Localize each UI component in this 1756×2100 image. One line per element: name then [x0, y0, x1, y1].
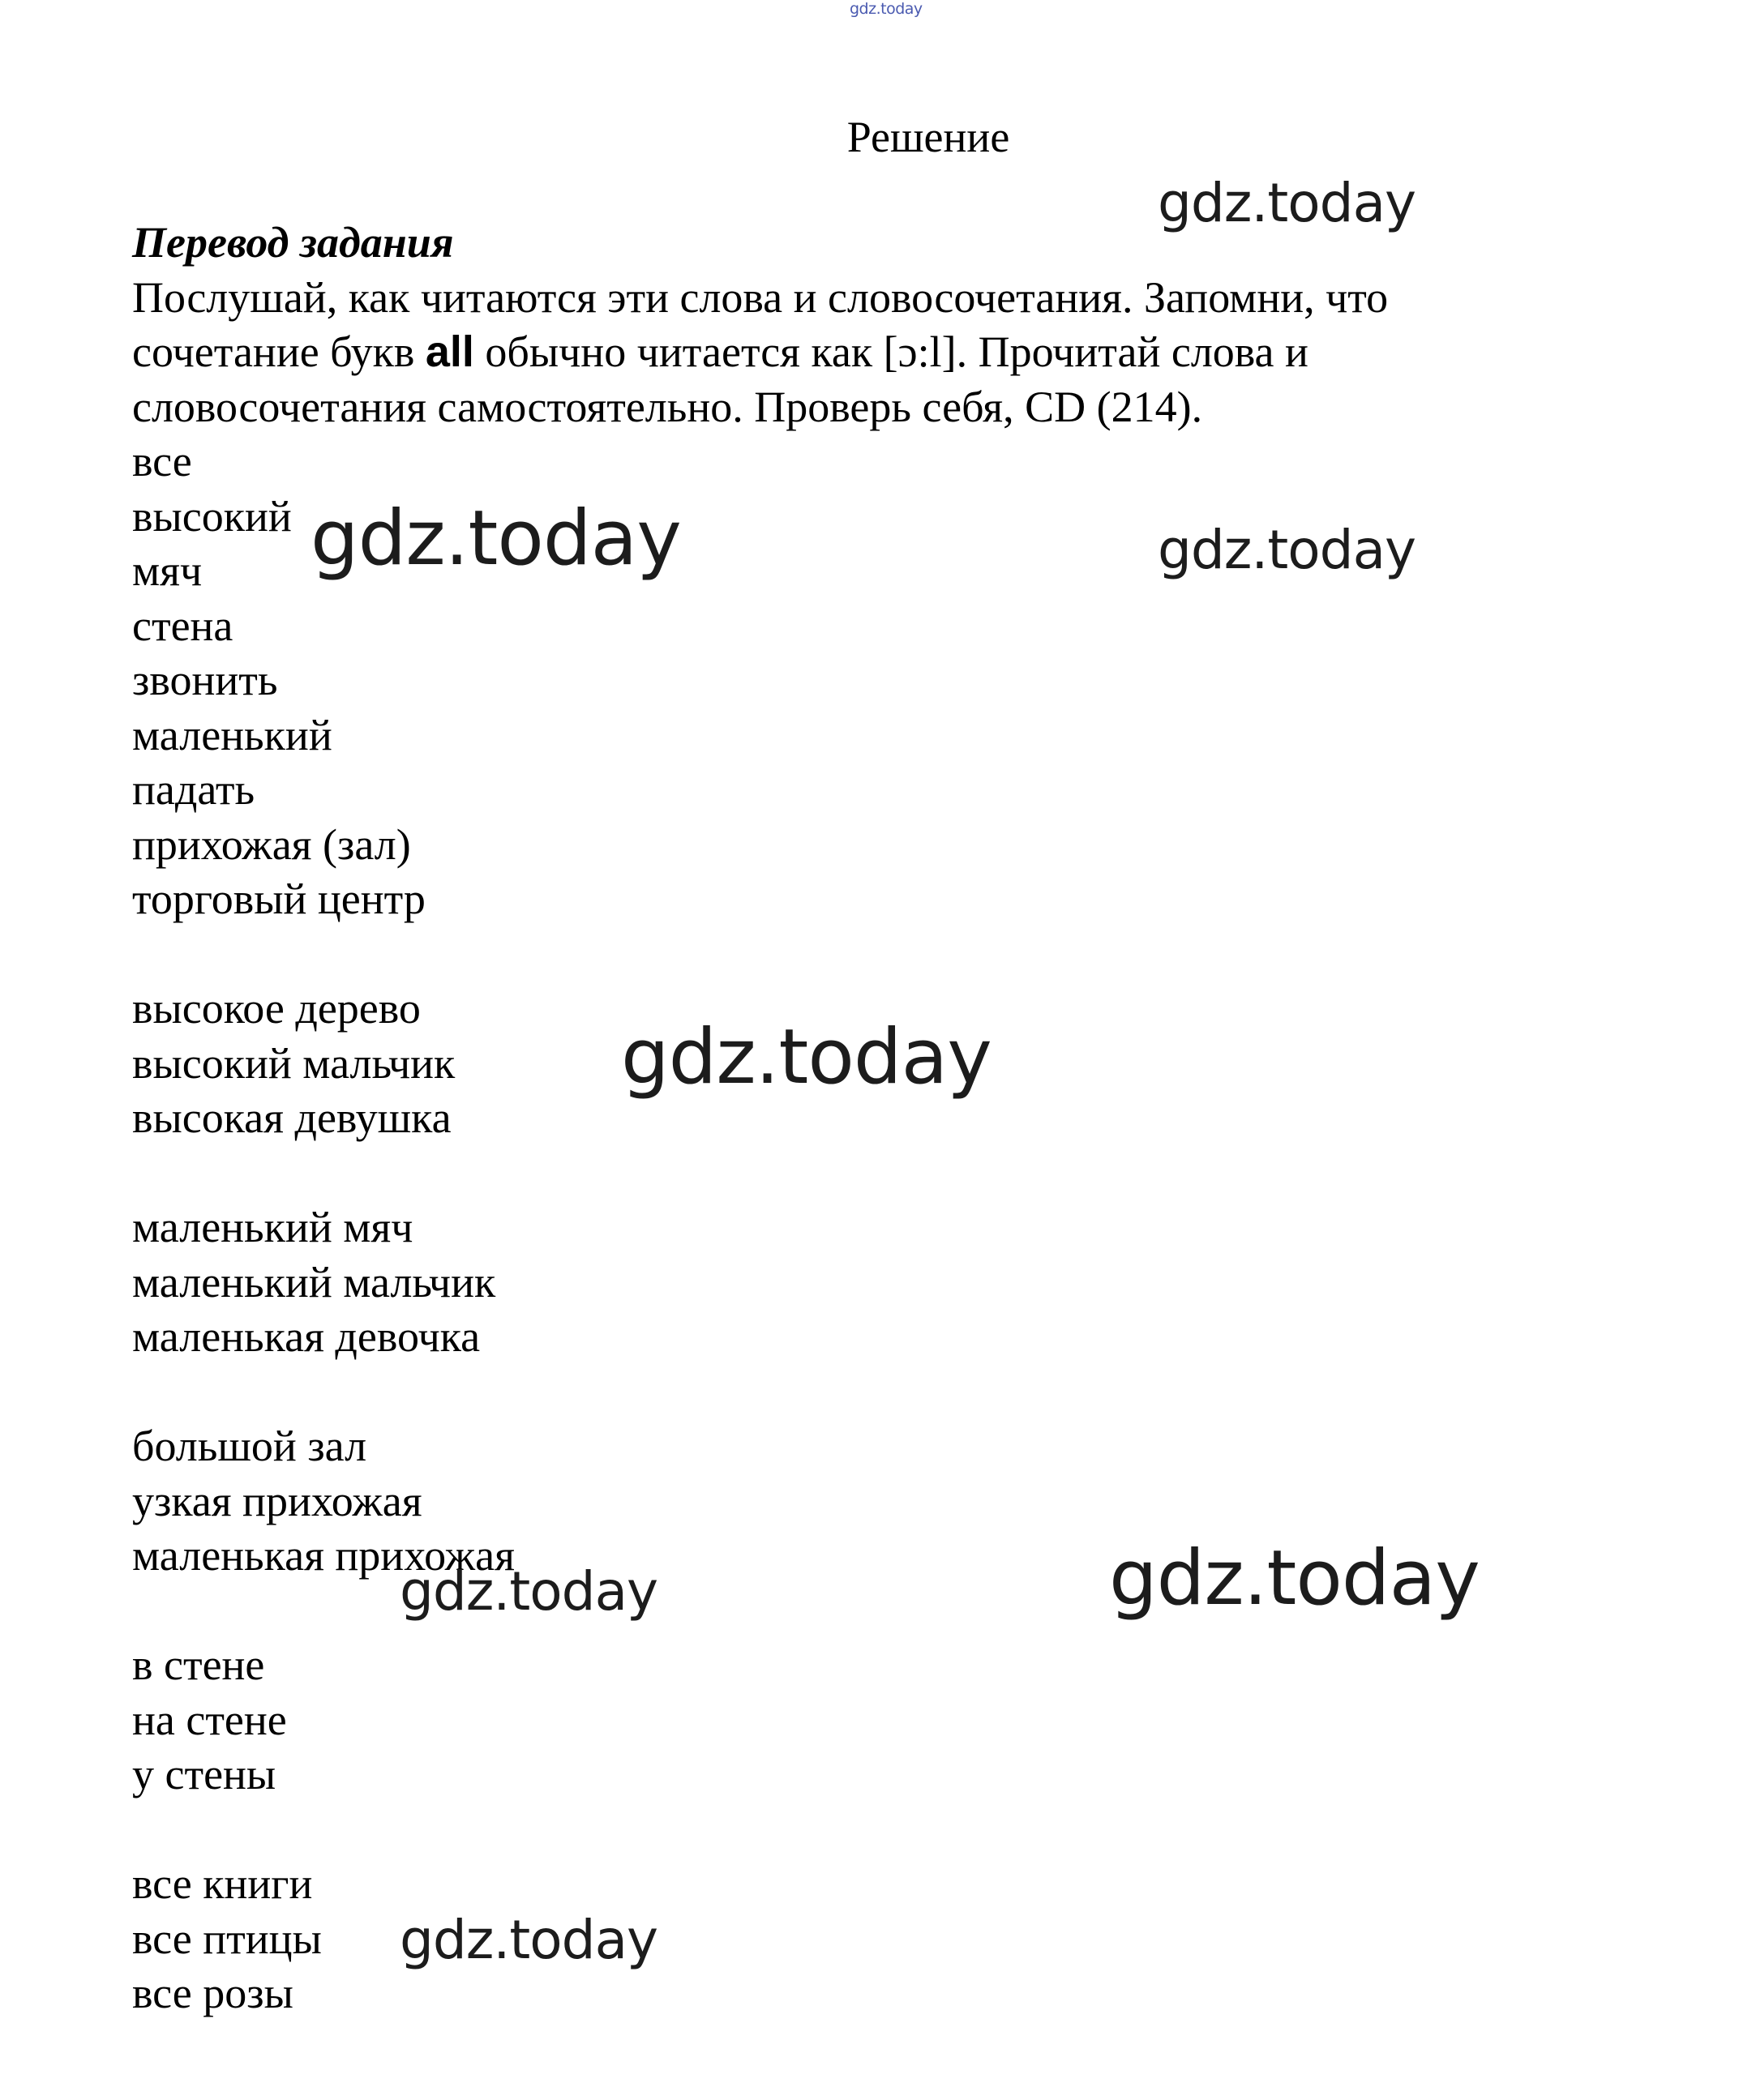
phrase-item: узкая прихожая [132, 1476, 422, 1525]
phrase-item: у стены [132, 1750, 276, 1798]
instruction-bold-letters: all [425, 327, 474, 376]
watermark: gdz.today [1158, 519, 1416, 581]
spacer [132, 1365, 1559, 1420]
watermark: gdz.today [621, 1013, 991, 1101]
word-item: торговый центр [132, 875, 426, 923]
spacer [132, 1803, 1559, 1858]
instruction-text-rest: обычно читается как [ɔ:l]. Прочитай слова и словосочетания самостоятельно. Проверь себя, CD (214). [132, 327, 1308, 431]
phrase-item: все книги [132, 1859, 313, 1908]
phrase-item: все птицы [132, 1914, 322, 1963]
word-item: стена [132, 601, 233, 650]
phrase-item: все розы [132, 1969, 293, 2017]
watermark: gdz.today [1158, 172, 1416, 234]
watermark: gdz.today [400, 1560, 658, 1623]
header-watermark: gdz.today [850, 0, 923, 18]
phrase-item: маленький мяч [132, 1203, 413, 1251]
instruction-paragraph [132, 271, 1559, 435]
word-item: падать [132, 765, 255, 814]
word-item: все [132, 437, 192, 485]
word-item: высокий [132, 491, 292, 541]
phrase-item: на стене [132, 1695, 287, 1744]
watermark: gdz.today [1109, 1534, 1480, 1623]
section-heading: Перевод задания [132, 218, 454, 267]
phrase-item: маленький мальчик [132, 1257, 496, 1307]
document-body [132, 216, 1559, 2021]
spacer [132, 927, 1559, 982]
phrase-group [132, 1638, 1559, 1803]
page-title: Решение [846, 113, 1010, 161]
instruction-text: Послушай, как читаются эти слова и словосочетания. Запомни, что сочетание букв [132, 272, 1389, 376]
phrase-item: маленькая прихожая [132, 1531, 515, 1580]
phrase-group [132, 1200, 1559, 1365]
word-item: звонить [132, 656, 278, 704]
phrase-item: маленькая девочка [132, 1312, 481, 1361]
word-item: прихожая (зал) [132, 819, 411, 869]
watermark: gdz.today [311, 494, 681, 583]
phrase-item: высокое дерево [132, 984, 421, 1033]
phrase-group [132, 1857, 1559, 2021]
word-item: маленький [132, 710, 332, 759]
watermark: gdz.today [400, 1909, 658, 1971]
phrase-item: высокий мальчик [132, 1038, 456, 1088]
phrase-item: большой зал [132, 1422, 367, 1470]
word-item: мяч [132, 546, 203, 595]
spacer [132, 1146, 1559, 1201]
phrase-item: высокая девушка [132, 1093, 452, 1142]
phrase-item: в стене [132, 1640, 265, 1689]
